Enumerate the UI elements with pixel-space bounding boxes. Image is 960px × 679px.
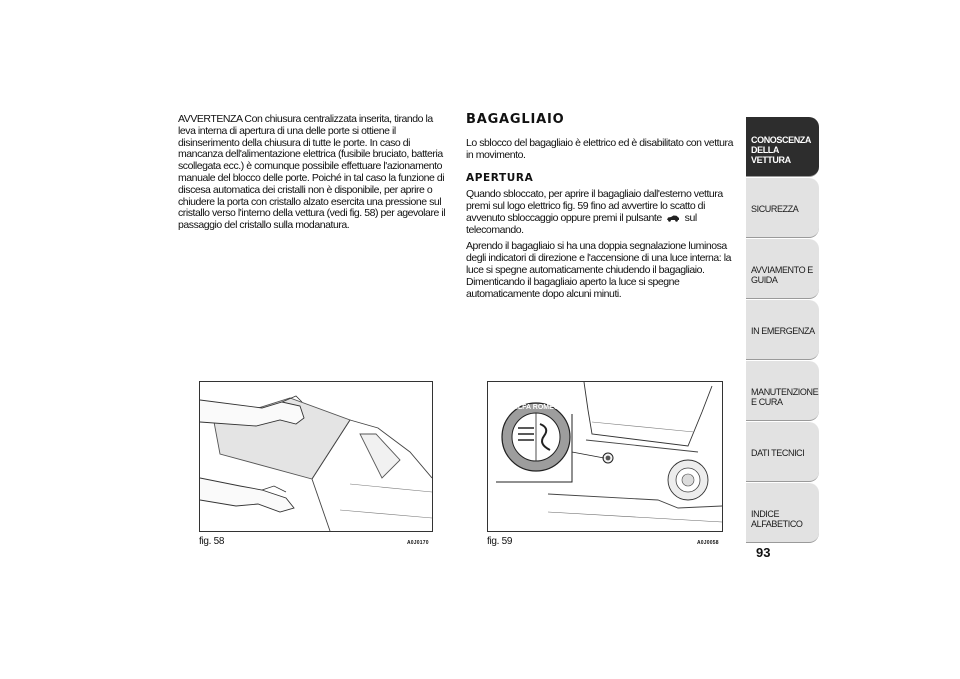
subsection-heading: APERTURA [466,172,534,185]
intro-paragraph: Lo sblocco del bagagliaio è elettrico ed è disabilitato con vettura in movimento. [466,136,733,161]
opening-text-end: sul telecomando. [466,211,697,236]
tab-in-emergenza[interactable]: IN EMERGENZA [746,300,819,360]
logo-text: ALFA ROMEO [512,404,560,411]
figure-58-code: A0J0170 [407,540,429,546]
warning-paragraph: AVVERTENZA Con chiusura centralizzata inserita, tirando la leva interna di apertura di una delle porte si ottiene il disinserimento della chiusura di tutte le porte. In caso di mancanza dell'alimentazione elettrica (fusibile bruciato, batteria scollegata ecc.) è comunque possibile effettuare l'azionamento manuale del blocco delle porte. Poiché in tal caso la funzione di discesa automatica dei cristalli non è disponibile, per aprire o chiudere la porta con cristallo alzato esercita una pressione sul cristallo verso l'interno della vettura (vedi fig. 58) per agevolare il passaggio del cristallo sulla modanatura. [178,113,446,232]
figure-59 [487,381,723,547]
tab-conoscenza-della-vettura[interactable]: CONOSCENZA DELLA VETTURA [746,117,819,177]
section-heading: BAGAGLIAIO [466,112,565,127]
figure-59-caption: fig. 59 [487,536,513,547]
car-door-window-illustration [200,382,432,531]
trunk-logo-illustration [488,382,722,531]
opening-paragraph [466,189,738,236]
tab-avviamento-e-guida[interactable]: AVVIAMENTO E GUIDA [746,239,819,299]
tab-manutenzione-e-cura[interactable]: MANUTENZIONE E CURA [746,361,819,421]
car-trunk-icon [666,214,680,222]
tab-indice-alfabetico[interactable]: INDICE ALFABETICO [746,483,819,543]
right-column [466,114,738,300]
page-number: 93 [756,545,771,560]
tab-sicurezza[interactable]: SICUREZZA [746,178,819,238]
left-column [178,114,448,232]
opening-text-start: Quando sbloccato, per aprire il bagagliaio dall'esterno vettura premi sul logo elettrico fig. 59 fino ad avvertire lo scatto di avvenuto sbloccaggio oppure premi il pulsante [466,188,723,224]
tab-dati-tecnici[interactable]: DATI TECNICI [746,422,819,482]
light-signal-paragraph: Aprendo il bagagliaio si ha una doppia segnalazione luminosa degli indicatori di direzione e l'accensione di una luce interna: la luce si spegne automaticamente chiudendo il bagagliaio. Dimenticando il bagagliaio aperto la luce si spegne automaticamente dopo alcuni minuti. [466,240,732,300]
figure-58-caption: fig. 58 [199,536,225,547]
figure-58 [199,381,433,547]
figure-59-code: A0J0058 [697,540,719,546]
